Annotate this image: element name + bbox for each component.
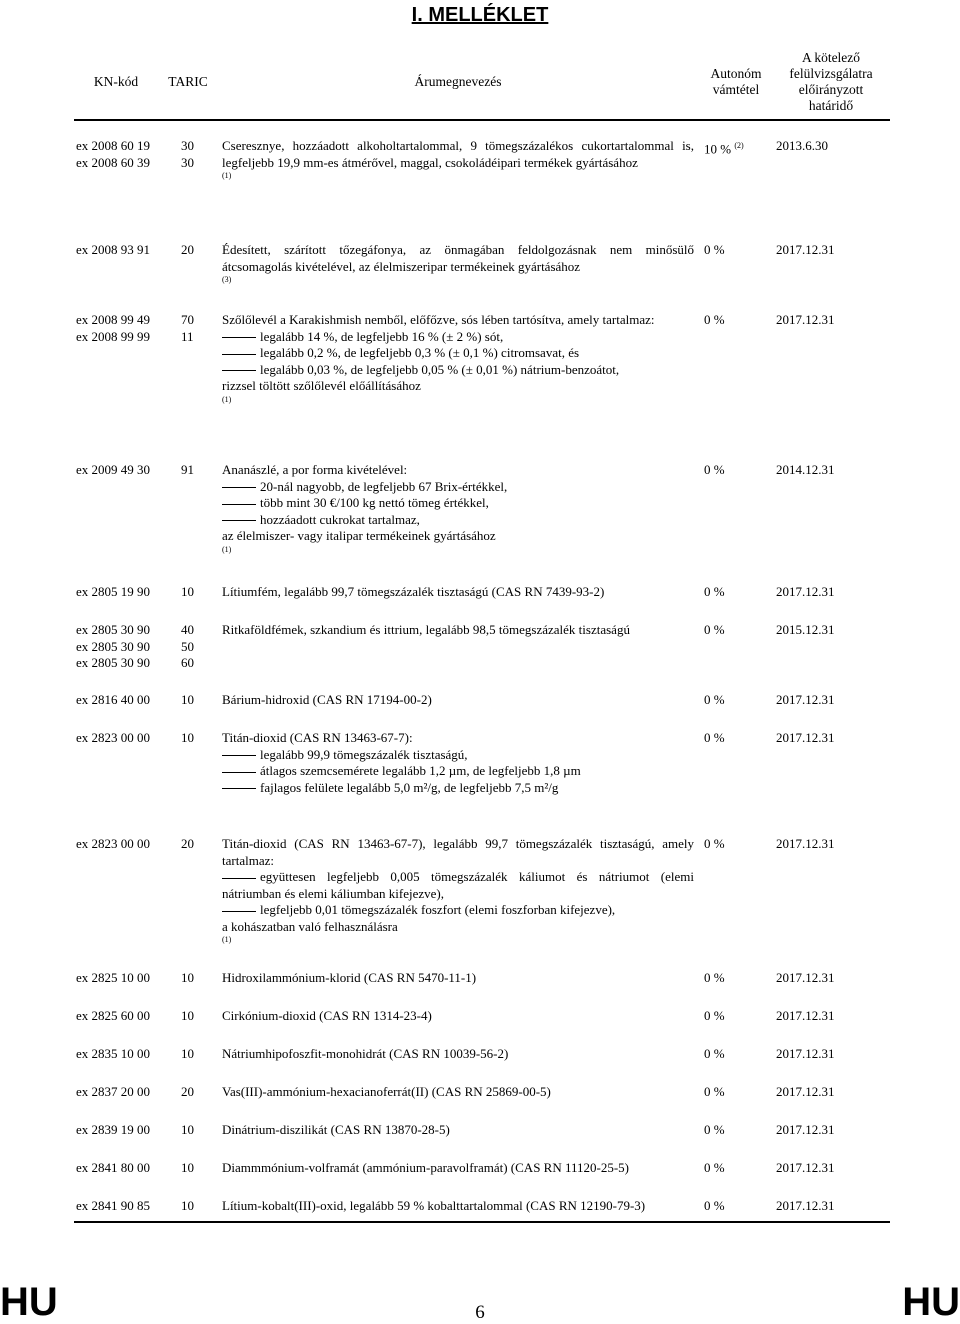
taric-code: 10 <box>181 692 194 707</box>
description-cell <box>222 836 694 945</box>
cn-code-cell <box>76 242 168 259</box>
dash-icon <box>222 337 256 338</box>
taric-code: 20 <box>181 242 194 257</box>
taric-code: 10 <box>181 1008 194 1023</box>
description-text: Ritkaföldfémek, szkandium és ittrium, legalább 98,5 tömegszázalék tisztaságú <box>222 622 630 637</box>
cn-code-cell <box>76 1198 168 1215</box>
description-text: Titán-dioxid (CAS RN 13463-67-7), legalább 99,7 tömegszázalék tisztaságú, amely tartalmaz: <box>222 836 694 868</box>
review-date-cell: 2017.12.31 <box>776 1046 835 1061</box>
cn-code-cell <box>76 622 168 672</box>
indent-text: hozzáadott cukrokat tartalmaz, <box>260 511 420 527</box>
cn-code: ex 2816 40 00 <box>76 692 151 707</box>
taric-code: 10 <box>181 584 194 599</box>
description-text: Bárium-hidroxid (CAS RN 17194-00-2) <box>222 692 432 707</box>
taric-code: 91 <box>181 462 194 477</box>
description-cell <box>222 584 694 601</box>
taric-cell <box>181 622 205 672</box>
duty-rate-cell <box>704 730 768 747</box>
description-text: Hidroxilammónium-klorid (CAS RN 5470-11-1) <box>222 970 477 985</box>
dash-icon <box>222 370 256 371</box>
duty-rate-cell <box>704 1008 768 1025</box>
page-number: 6 <box>475 1302 485 1323</box>
duty-rate-cell <box>704 1198 768 1215</box>
review-date-cell: 2017.12.31 <box>776 692 835 707</box>
description-text: Édesített, szárított tőzegáfonya, az önmagában feldolgozásnak nem minősülő átcsomagolás kivételével, az élelmiszeripar termékeinek gyártásához <box>222 242 694 274</box>
cn-code-cell <box>76 1160 168 1177</box>
description-cell <box>222 730 694 796</box>
dash-icon <box>222 504 256 505</box>
indent-text: együttesen legfeljebb 0,005 tömegszázalék káliumot és nátriumot (elemi nátriumban és elemi káliumban kifejezve), <box>222 869 694 901</box>
footnote-ref: (3) <box>222 275 232 284</box>
dash-icon <box>222 772 256 773</box>
taric-code: 11 <box>181 328 194 344</box>
duty-rate-cell <box>704 242 768 259</box>
cn-code: ex 2805 30 90 <box>76 638 151 654</box>
header-rate-line: vámtétel <box>712 82 760 97</box>
duty-rate-cell <box>704 312 768 329</box>
header-description: Árumegnevezés <box>414 74 502 89</box>
duty-rate-cell <box>704 836 768 853</box>
cn-code-cell <box>76 836 168 853</box>
cn-code: ex 2008 99 99 <box>76 328 151 344</box>
taric-code: 60 <box>181 655 194 670</box>
indent-text: legalább 0,03 %, de legfeljebb 0,05 % (± 0,01 %) nátrium-benzoátot, <box>260 361 620 377</box>
taric-cell <box>181 1160 205 1177</box>
description-indent-item <box>222 763 694 780</box>
indent-text: legalább 99,9 tömegszázalék tisztaságú, <box>260 746 468 762</box>
description-cell <box>222 692 694 709</box>
cn-code: ex 2008 60 39 <box>76 154 151 170</box>
review-date-cell: 2017.12.31 <box>776 1084 835 1099</box>
taric-cell <box>181 692 205 709</box>
dash-icon <box>222 755 256 756</box>
header-date-line: határidő <box>808 98 854 113</box>
duty-rate: 0 % <box>704 622 725 637</box>
duty-rate: 0 % <box>704 970 725 985</box>
taric-cell <box>181 242 205 259</box>
cn-code-cell <box>76 138 168 171</box>
description-indent-item <box>222 512 694 529</box>
footnote-ref: (1) <box>222 394 232 404</box>
indent-text: legfeljebb 0,01 tömegszázalék foszfort (elemi foszforban kifejezve), <box>260 902 616 917</box>
review-date-cell: 2013.6.30 <box>776 138 828 153</box>
duty-rate-cell <box>704 1084 768 1101</box>
description-text: Szőlőlevél a Karakishmish nemből, előfőzve, sós lében tartósítva, amely tartalmaz: <box>222 312 655 327</box>
review-date-cell: 2017.12.31 <box>776 1160 835 1175</box>
header-kn: KN-kód <box>93 74 139 89</box>
review-date-cell: 2017.12.31 <box>776 836 835 851</box>
duty-rate-cell <box>704 622 768 639</box>
duty-rate: 10 % <box>704 141 732 157</box>
duty-rate-cell <box>704 692 768 709</box>
description-text: Ananászlé, a por forma kivételével: <box>222 462 408 477</box>
description-text: Cseresznye, hozzáadott alkoholtartalommal, 9 tömegszázalékos cukortartalommal is, legfeljebb 19,9 mm-es átmérővel, maggal, csokoládéipari termékek gyártásához <box>222 138 694 170</box>
description-cell <box>222 1046 694 1063</box>
duty-rate-cell <box>704 584 768 601</box>
taric-cell <box>181 1084 205 1101</box>
duty-rate: 0 % <box>704 312 725 327</box>
description-indent-item <box>222 780 694 797</box>
description-cell <box>222 312 694 405</box>
footnote-ref: (1) <box>222 544 232 554</box>
description-indent-item <box>222 362 694 379</box>
duty-rate: 0 % <box>704 692 725 707</box>
description-text: Vas(III)-ammónium-hexacianoferrát(II) (CAS RN 25869-00-5) <box>222 1084 551 1099</box>
duty-rate-cell <box>704 1160 768 1177</box>
description-text: Diammmónium-volframát (ammónium-paravolframát) (CAS RN 11120-25-5) <box>222 1160 629 1175</box>
cn-code-cell <box>76 312 168 345</box>
description-cell <box>222 1198 694 1215</box>
review-date-cell: 2017.12.31 <box>776 312 835 327</box>
cn-code: ex 2825 60 00 <box>76 1008 151 1023</box>
cn-code-cell <box>76 1084 168 1101</box>
cn-code: ex 2009 49 30 <box>76 462 151 477</box>
taric-code: 30 <box>181 154 194 170</box>
description-indent-item <box>222 345 694 362</box>
header-rate <box>700 66 772 98</box>
taric-code: 50 <box>181 638 194 654</box>
header-rule <box>74 119 890 121</box>
taric-cell <box>181 138 205 171</box>
description-indent-item <box>222 902 694 919</box>
duty-rate: 0 % <box>704 1046 725 1061</box>
header-date-line: felülvizsgálatra <box>789 66 873 81</box>
review-date-cell: 2017.12.31 <box>776 242 835 257</box>
cn-code: ex 2837 20 00 <box>76 1084 151 1099</box>
cn-code-cell <box>76 970 168 987</box>
taric-code: 10 <box>181 730 194 745</box>
review-date-cell: 2017.12.31 <box>776 584 835 599</box>
header-taric: TARIC <box>168 74 208 89</box>
duty-rate: 0 % <box>704 1198 725 1213</box>
dash-icon <box>222 354 256 355</box>
cn-code-cell <box>76 1008 168 1025</box>
footer-lang-right: HU <box>902 1280 960 1324</box>
footnote-ref: (1) <box>222 935 232 944</box>
description-cell <box>222 1084 694 1101</box>
taric-code: 10 <box>181 1160 194 1175</box>
cn-code: ex 2823 00 00 <box>76 730 151 745</box>
header-date-line: előirányzott <box>798 82 864 97</box>
cn-code-cell <box>76 1122 168 1139</box>
taric-cell <box>181 1008 205 1025</box>
cn-code-cell <box>76 1046 168 1063</box>
cn-code-cell <box>76 462 168 479</box>
review-date-cell: 2015.12.31 <box>776 622 835 637</box>
taric-cell <box>181 836 205 853</box>
duty-rate: 0 % <box>704 1160 725 1175</box>
description-text: Lítiumfém, legalább 99,7 tömegszázalék tisztaságú (CAS RN 7439-93-2) <box>222 584 605 599</box>
cn-code-cell <box>76 730 168 747</box>
duty-rate: 0 % <box>704 1084 725 1099</box>
taric-code: 20 <box>181 1084 194 1099</box>
footnote-ref: (1) <box>222 171 232 180</box>
description-indent-item <box>222 747 694 764</box>
taric-cell <box>181 730 205 747</box>
review-date-cell: 2017.12.31 <box>776 1008 835 1023</box>
cn-code-cell <box>76 584 168 601</box>
taric-cell <box>181 462 205 479</box>
description-text: rizzsel töltött szőlőlevél előállításához <box>222 378 421 393</box>
duty-rate-footnote: (2) <box>734 141 744 150</box>
taric-code: 10 <box>181 1046 194 1061</box>
cn-code: ex 2008 93 91 <box>76 242 151 257</box>
duty-rate: 0 % <box>704 462 725 477</box>
duty-rate: 0 % <box>704 1122 725 1137</box>
taric-cell <box>181 1198 205 1215</box>
description-cell <box>222 970 694 987</box>
taric-code: 20 <box>181 836 194 851</box>
taric-code: 10 <box>181 1122 194 1137</box>
description-cell <box>222 462 694 555</box>
duty-rate: 0 % <box>704 584 725 599</box>
dash-icon <box>222 520 256 521</box>
duty-rate-cell <box>704 1122 768 1139</box>
description-text: a kohászatban való felhasználásra <box>222 918 398 934</box>
duty-rate: 0 % <box>704 242 725 257</box>
header-rate-line: Autonóm <box>710 66 762 81</box>
description-cell <box>222 138 694 181</box>
indent-text: 20-nál nagyobb, de legfeljebb 67 Brix-értékkel, <box>260 478 508 494</box>
cn-code: ex 2008 60 19 <box>76 138 151 153</box>
dash-icon <box>222 911 256 912</box>
cn-code: ex 2805 19 90 <box>76 584 151 599</box>
duty-rate-cell <box>704 138 768 158</box>
description-text: Cirkónium-dioxid (CAS RN 1314-23-4) <box>222 1008 432 1023</box>
duty-rate: 0 % <box>704 730 725 745</box>
taric-code: 30 <box>181 138 194 153</box>
description-cell <box>222 1122 694 1139</box>
page-title: I. MELLÉKLET <box>411 4 549 26</box>
taric-cell <box>181 970 205 987</box>
indent-text: legalább 14 %, de legfeljebb 16 % (± 2 %) sót, <box>260 328 504 344</box>
description-indent-item <box>222 329 694 346</box>
taric-cell <box>181 1122 205 1139</box>
cn-code: ex 2839 19 00 <box>76 1122 151 1137</box>
header-date <box>776 50 886 114</box>
review-date-cell: 2017.12.31 <box>776 1198 835 1213</box>
footer-lang-left: HU <box>0 1280 58 1324</box>
dash-icon <box>222 788 256 789</box>
cn-code: ex 2835 10 00 <box>76 1046 151 1061</box>
description-cell <box>222 242 694 285</box>
description-text: Dinátrium-diszilikát (CAS RN 13870-28-5) <box>222 1122 450 1137</box>
duty-rate-cell <box>704 462 768 479</box>
taric-cell <box>181 312 205 345</box>
cn-code: ex 2825 10 00 <box>76 970 151 985</box>
taric-code: 10 <box>181 970 194 985</box>
description-cell <box>222 1160 694 1177</box>
review-date-cell: 2014.12.31 <box>776 462 835 477</box>
duty-rate-cell <box>704 970 768 987</box>
dash-icon <box>222 487 256 488</box>
duty-rate-cell <box>704 1046 768 1063</box>
description-indent-item <box>222 495 694 512</box>
taric-code: 10 <box>181 1198 194 1213</box>
dash-icon <box>222 878 256 879</box>
description-cell <box>222 1008 694 1025</box>
cn-code: ex 2805 30 90 <box>76 655 151 670</box>
review-date-cell: 2017.12.31 <box>776 730 835 745</box>
indent-text: átlagos szemcsemérete legalább 1,2 µm, de legfeljebb 1,8 µm <box>260 763 581 778</box>
review-date-cell: 2017.12.31 <box>776 1122 835 1137</box>
taric-code: 70 <box>181 312 194 327</box>
indent-text: legalább 0,2 %, de legfeljebb 0,3 % (± 0,1 %) citromsavat, és <box>260 345 580 360</box>
cn-code: ex 2823 00 00 <box>76 836 151 851</box>
cn-code: ex 2841 90 85 <box>76 1198 151 1213</box>
taric-cell <box>181 1046 205 1063</box>
description-text: Nátriumhipofoszfit-monohidrát (CAS RN 10039-56-2) <box>222 1046 509 1061</box>
description-text: az élelmiszer- vagy italipar termékeinek gyártásához <box>222 528 496 543</box>
description-indent-item <box>222 869 694 902</box>
cn-code-cell <box>76 692 168 709</box>
taric-cell <box>181 584 205 601</box>
header-date-line: A kötelező <box>801 50 861 65</box>
cn-code: ex 2008 99 49 <box>76 312 151 327</box>
description-cell <box>222 622 694 639</box>
description-text: Lítium-kobalt(III)-oxid, legalább 59 % kobalttartalommal (CAS RN 12190-79-3) <box>222 1198 646 1213</box>
duty-rate: 0 % <box>704 836 725 851</box>
cn-code: ex 2841 80 00 <box>76 1160 151 1175</box>
description-text: Titán-dioxid (CAS RN 13463-67-7): <box>222 730 413 745</box>
indent-text: fajlagos felülete legalább 5,0 m²/g, de legfeljebb 7,5 m²/g <box>260 779 559 795</box>
description-indent-item <box>222 479 694 496</box>
taric-code: 40 <box>181 622 194 637</box>
indent-text: több mint 30 €/100 kg nettó tömeg értékkel, <box>260 495 489 510</box>
table-bottom-rule <box>74 1221 890 1223</box>
cn-code: ex 2805 30 90 <box>76 622 151 637</box>
review-date-cell: 2017.12.31 <box>776 970 835 985</box>
duty-rate: 0 % <box>704 1008 725 1023</box>
